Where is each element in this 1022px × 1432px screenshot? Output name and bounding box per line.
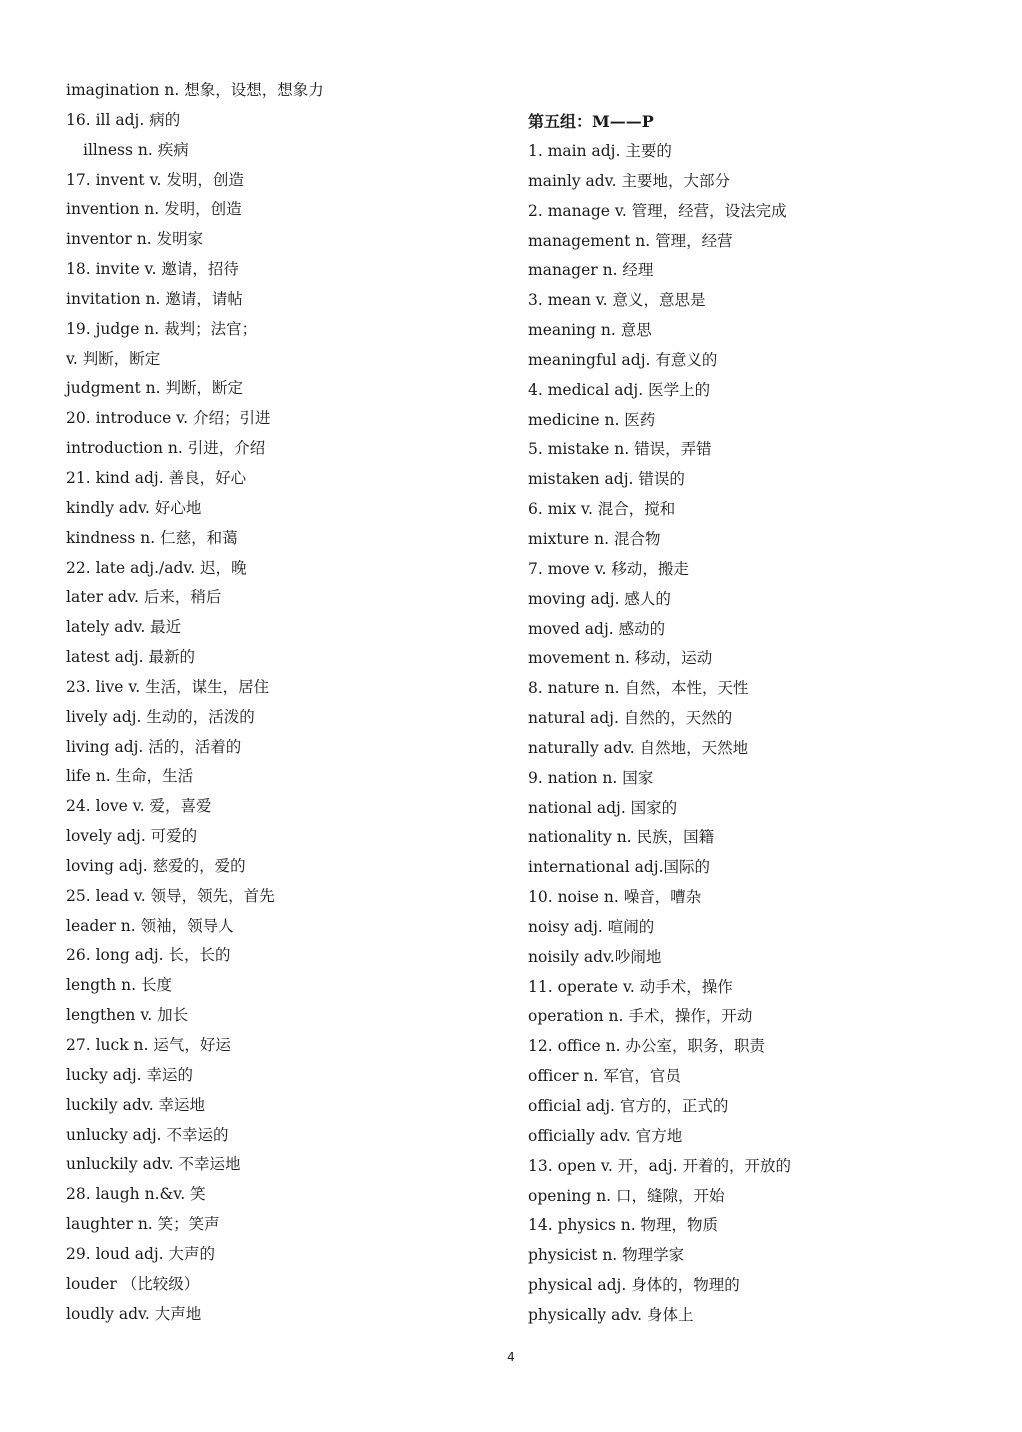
- vocab-line: kindly adv. 好心地: [66, 498, 202, 517]
- vocab-line: 25. lead v. 领导，领先，首先: [66, 886, 275, 905]
- vocab-line: 6. mix v. 混合，搅和: [528, 500, 676, 519]
- vocab-line: officer n. 军官，官员: [528, 1067, 681, 1086]
- vocab-line: 23. live v. 生活，谋生，居住: [66, 677, 270, 696]
- vocab-line: noisy adj. 喧闹的: [528, 917, 655, 936]
- vocab-line: life n. 生命，生活: [66, 767, 194, 786]
- vocab-line: 13. open v. 开，adj. 开着的，开放的: [528, 1156, 792, 1175]
- vocab-line: invitation n. 邀请，请帖: [66, 289, 243, 308]
- vocab-line: 7. move v. 移动，搬走: [528, 559, 689, 578]
- vocab-line: 22. late adj./adv. 迟，晚: [66, 558, 247, 577]
- vocab-line: natural adj. 自然的，天然的: [528, 709, 733, 728]
- vocab-line: lengthen v. 加长: [66, 1006, 189, 1025]
- vocab-line: lately adv. 最近: [66, 618, 182, 637]
- right-column-items: [528, 137, 988, 1331]
- left-column: [66, 76, 506, 1329]
- vocab-line: 9. nation n. 国家: [528, 768, 654, 787]
- vocab-line: 3. mean v. 意义，意思是: [528, 291, 706, 310]
- vocab-line: length n. 长度: [66, 976, 173, 995]
- vocab-line: 24. love v. 爱，喜爱: [66, 797, 212, 816]
- vocab-line: latest adj. 最新的: [66, 648, 196, 667]
- vocab-line: 20. introduce v. 介绍；引进: [66, 409, 271, 428]
- vocab-line: noisily adv.吵闹地: [528, 947, 662, 966]
- vocab-line: loudly adv. 大声地: [66, 1304, 202, 1323]
- vocab-line: opening n. 口，缝隙，开始: [528, 1186, 725, 1205]
- vocab-line: physicist n. 物理学家: [528, 1246, 685, 1265]
- vocab-line: louder （比较级）: [66, 1274, 200, 1293]
- vocab-line: physically adv. 身体上: [528, 1305, 694, 1324]
- vocab-line: moved adj. 感动的: [528, 619, 666, 638]
- vocab-line: 27. luck n. 运气，好运: [66, 1036, 231, 1054]
- vocab-line: officially adv. 官方地: [528, 1126, 683, 1145]
- group-title: 第五组：M——P: [528, 112, 654, 131]
- vocab-line: physical adj. 身体的，物理的: [528, 1276, 740, 1295]
- vocab-line: lovely adj. 可爱的: [66, 827, 198, 846]
- vocab-line: lucky adj. 幸运的: [66, 1065, 194, 1084]
- vocab-line: imagination n. 想象，设想，想象力: [66, 81, 324, 99]
- vocab-line: official adj. 官方的，正式的: [528, 1097, 729, 1115]
- vocab-line: nationality n. 民族，国籍: [528, 828, 715, 847]
- vocab-line: operation n. 手术，操作，开动: [528, 1007, 753, 1026]
- vocab-line: moving adj. 感人的: [528, 589, 671, 608]
- vocab-line: judgment n. 判断，断定: [66, 379, 243, 398]
- vocab-line: loving adj. 慈爱的，爱的: [66, 856, 246, 875]
- vocab-line: introduction n. 引进，介绍: [66, 439, 266, 458]
- vocab-line: 5. mistake n. 错误，弄错: [528, 440, 712, 459]
- vocab-line: 16. ill adj. 病的: [66, 110, 181, 129]
- vocab-line: illness n. 疾病: [83, 140, 189, 159]
- page-number: 4: [507, 1350, 515, 1364]
- vocab-line: 10. noise n. 噪音，嘈杂: [528, 888, 702, 907]
- vocab-line: 28. laugh n.&v. 笑: [66, 1185, 206, 1204]
- vocab-line: mistaken adj. 错误的: [528, 470, 685, 489]
- vocab-line: laughter n. 笑；笑声: [66, 1215, 220, 1234]
- vocab-line: later adv. 后来，稍后: [66, 588, 222, 607]
- vocab-line: luckily adv. 幸运地: [66, 1095, 206, 1114]
- vocab-line: manager n. 经理: [528, 261, 654, 280]
- vocab-line: 12. office n. 办公室，职务，职责: [528, 1037, 765, 1056]
- vocab-line: v. 判断，断定: [66, 349, 161, 368]
- vocab-line: invention n. 发明，创造: [66, 200, 242, 219]
- vocab-line: 19. judge n. 裁判；法官；: [66, 319, 258, 338]
- vocab-line: inventor n. 发明家: [66, 230, 204, 249]
- vocab-line: 2. manage v. 管理，经营，设法完成: [528, 201, 787, 220]
- vocab-line: 17. invent v. 发明，创造: [66, 170, 244, 189]
- right-column: [528, 106, 988, 1331]
- vocab-line: mixture n. 混合物: [528, 529, 661, 548]
- vocab-line: 4. medical adj. 医学上的: [528, 380, 711, 399]
- vocab-line: leader n. 领袖，领导人: [66, 916, 234, 935]
- vocab-line: lively adj. 生动的，活泼的: [66, 707, 255, 726]
- vocab-line: meaning n. 意思: [528, 321, 652, 340]
- vocab-line: 14. physics n. 物理，物质: [528, 1216, 719, 1235]
- vocab-line: naturally adv. 自然地，天然地: [528, 738, 749, 757]
- vocab-line: 8. nature n. 自然，本性，天性: [528, 679, 749, 698]
- vocab-line: medicine n. 医药: [528, 410, 656, 429]
- vocab-line: 26. long adj. 长，长的: [66, 946, 231, 965]
- vocab-line: movement n. 移动，运动: [528, 649, 713, 668]
- vocab-line: meaningful adj. 有意义的: [528, 350, 718, 369]
- vocab-line: 29. loud adj. 大声的: [66, 1244, 216, 1263]
- vocab-line: living adj. 活的，活着的: [66, 737, 242, 756]
- vocab-line: international adj.国际的: [528, 858, 710, 877]
- vocab-line: 11. operate v. 动手术，操作: [528, 977, 733, 996]
- vocab-line: mainly adv. 主要地，大部分: [528, 171, 730, 190]
- vocab-line: kindness n. 仁慈，和蔼: [66, 528, 238, 547]
- vocab-line: management n. 管理，经营: [528, 231, 733, 250]
- vocab-line: national adj. 国家的: [528, 798, 678, 817]
- vocab-line: unluckily adv. 不幸运地: [66, 1155, 241, 1174]
- vocab-line: 1. main adj. 主要的: [528, 142, 672, 160]
- vocab-line: unlucky adj. 不幸运的: [66, 1125, 229, 1144]
- vocab-line: 21. kind adj. 善良，好心: [66, 468, 247, 487]
- vocab-line: 18. invite v. 邀请，招待: [66, 260, 239, 279]
